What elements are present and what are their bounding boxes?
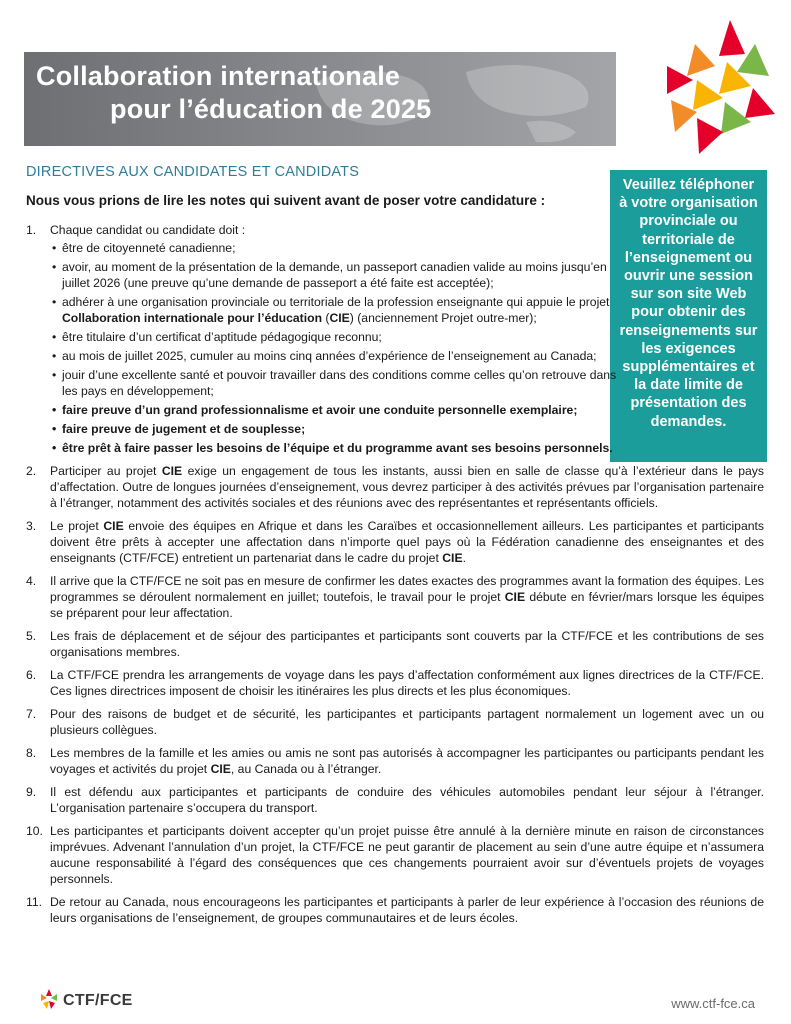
cie-acronym: CIE — [103, 519, 124, 533]
item-text-mid: envoie des équipes en Afrique et dans les Caraïbes et occasionnellement ailleurs. Les participantes et participants doivent être prêts à accepter une affectation dans n’importe quel pays où la Fédération canadienne des enseignantes et des enseignants (CTF/FCE) entretient un partenariat dans le cadre du projet — [50, 519, 764, 565]
item-number: 3. — [26, 519, 37, 533]
item-text-end: . — [462, 551, 466, 565]
item-number: 8. — [26, 746, 37, 760]
item-lead: Chaque candidat ou candidate doit : — [50, 223, 246, 237]
requirement-membership-text: adhérer à une organisation provinciale ou territoriale de la profession enseignante qui appuie le projet — [62, 295, 610, 309]
list-item-9 — [26, 784, 764, 816]
requirement-certificate: • être titulaire d’un certificat d’aptitude pédagogique reconnu; — [50, 329, 620, 345]
section-title: DIRECTIVES AUX CANDIDATES ET CANDIDATS — [26, 164, 360, 180]
list-item-7 — [26, 706, 764, 738]
page-title — [36, 60, 431, 126]
item-number: 9. — [26, 785, 37, 799]
item-number: 5. — [26, 629, 37, 643]
intro-text: Nous vous prions de lire les notes qui suivent avant de poser votre candidature : — [26, 193, 546, 208]
logo-text: CTF/FCE — [63, 992, 133, 1009]
header-banner — [24, 52, 616, 146]
item-number: 1. — [26, 223, 37, 237]
item-text: Le projet — [50, 519, 104, 533]
item-text-end: , au Canada ou à l’étranger. — [230, 762, 382, 776]
list-item-6 — [26, 667, 764, 699]
item-number: 4. — [26, 574, 37, 588]
list-item-8 — [26, 745, 764, 777]
cie-acronym: CIE — [210, 762, 231, 776]
item-text: Les membres de la famille et les amies ou amis ne sont pas autorisés à accompagner les participantes ou participants pendant les voyages et activités du projet — [50, 746, 764, 776]
list-item-1 — [26, 222, 764, 456]
item-number: 7. — [26, 707, 37, 721]
cie-acronym: CIE — [504, 590, 526, 604]
requirement-membership-end: ) (anciennement Projet outre-mer); — [349, 311, 537, 325]
item-text: De retour au Canada, nous encourageons les participantes et participants à parler de leur expérience à l’occasion des réunions de leurs organisations de l’enseignement, de groupes communautaires et de leurs écoles. — [50, 895, 764, 925]
cie-acronym: CIE — [161, 464, 183, 478]
requirement-team-first: • être prêt à faire passer les besoins de l’équipe et du programme avant ses besoins personnels. — [50, 440, 682, 456]
ctf-leaf-icon — [37, 988, 61, 1012]
item-number: 2. — [26, 464, 37, 478]
item-text: La CTF/FCE prendra les arrangements de voyage dans les pays d’affectation conformément aux lignes directrices de la CTF/FCE. Ces lignes directrices imposent de choisir les itinéraires les plus directs et les plus économiques. — [50, 668, 764, 698]
list-item-10 — [26, 823, 764, 887]
cie-acronym: CIE — [442, 551, 463, 565]
item-text: Participer au projet — [50, 464, 162, 478]
maple-leaf-logo — [627, 14, 777, 164]
item-text: Les participantes et participants doivent accepter qu’un projet puisse être annulé à la dernière minute en raison de circonstances imprévues. Advenant l’annulation d’un projet, la CTF/FCE ne peut garantir de placement au sein d’une autre équipe et n’assumera aucune responsabilité à l’égard des conséquences que ces changements pourraient avoir sur d’éventuels projets de voyages personnels. — [50, 824, 764, 886]
guidelines-list — [26, 222, 764, 933]
item-text: Il est défendu aux participantes et participants de conduire des véhicules automobiles pendant leur séjour à l’étranger. L’organisation partenaire s’occupera du transport. — [50, 785, 764, 815]
requirement-flexibility: • faire preuve de jugement et de souplesse; — [50, 421, 682, 437]
item-text: Il arrive que la CTF/FCE ne soit pas en mesure de confirmer les dates exactes des programmes avant la formation des équipes. Les programmes se déroulent normalement en juillet; toutefois, le travail pour le projet — [50, 574, 764, 604]
list-item-2 — [26, 463, 764, 511]
requirement-health: • jouir d’une excellente santé et pouvoir travailler dans des conditions comme celles qu’on retrouve dans les pays en développement; — [50, 367, 620, 399]
list-item-3 — [26, 518, 764, 566]
requirement-passport: • avoir, au moment de la présentation de la demande, un passeport canadien valide au moins jusqu’en juillet 2026 (une preuve qu’une demande de passeport a été faite est acceptée); — [50, 259, 620, 291]
requirements-list — [50, 240, 620, 456]
paren-open: ( — [322, 311, 330, 325]
website-url[interactable]: www.ctf-fce.ca — [671, 996, 755, 1011]
item-number: 10. — [26, 824, 43, 838]
item-text-end: débute en février/mars lorsque les équipes se préparent pour leur affectation. — [50, 590, 764, 620]
item-number: 6. — [26, 668, 37, 682]
list-item-5 — [26, 628, 764, 660]
title-line-1: Collaboration internationale — [36, 61, 401, 91]
sidebar-notice: Veuillez téléphoner à votre organisation provinciale ou territoriale de l’enseignement ou ouvrir une session sur son site Web pour obtenir des renseignements sur les exigences supplémentaires et la date limite de présentation des demandes. — [610, 170, 767, 462]
item-text: Pour des raisons de budget et de sécurité, les participantes et participants partagent normalement un logement avec un ou plusieurs collègues. — [50, 707, 764, 737]
requirement-membership — [50, 294, 620, 326]
cie-acronym: CIE — [329, 311, 350, 325]
item-text-end: exige un engagement de tous les instants, aussi bien en salle de classe qu’à l’extérieur dans le pays d’affectation. Outre de longues journées d’enseignement, vous devrez participer à des activités prévues par l’organisation partenaire à l’étranger, notamment des activités sociales et des réunions avec des représentantes et représentants officiels. — [50, 464, 764, 510]
list-item-11 — [26, 894, 764, 926]
title-line-2: pour l’éducation de 2025 — [110, 94, 432, 124]
item-text: Les frais de déplacement et de séjour des participantes et participants sont couverts par la CTF/FCE et les contributions de ses organisations membres. — [50, 629, 764, 659]
requirement-citizenship: • être de citoyenneté canadienne; — [50, 240, 620, 256]
project-name: Collaboration internationale pour l’éducation — [62, 311, 323, 325]
list-item-4 — [26, 573, 764, 621]
item-number: 11. — [26, 895, 43, 909]
requirement-experience: • au mois de juillet 2025, cumuler au moins cinq années d’expérience de l’enseignement au Canada; — [50, 348, 620, 364]
requirement-professionalism: • faire preuve d’un grand professionnalisme et avoir une conduite personnelle exemplaire; — [50, 402, 682, 418]
